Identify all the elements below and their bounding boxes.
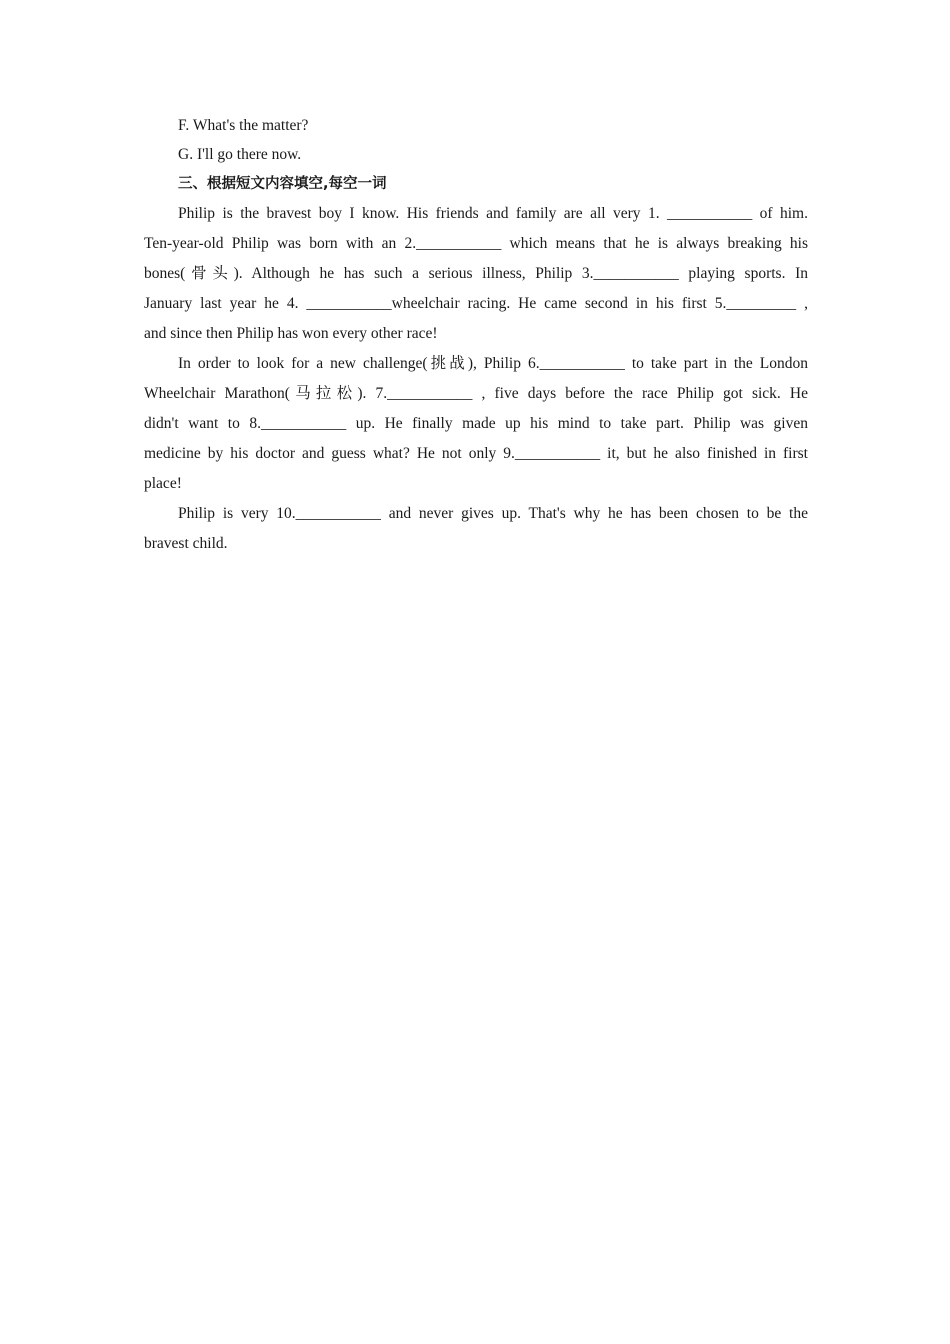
option-f-text: What's the matter? <box>192 117 309 134</box>
passage-line: and since then Philip has won every other race! <box>144 325 438 342</box>
passage-line: place! <box>144 475 182 492</box>
option-f-letter: F. <box>178 117 190 134</box>
passage-line: Wheelchair Marathon(马拉松). 7.___________ , five days before the race Philip got sick. He <box>144 385 808 402</box>
passage-line: January last year he 4. ___________wheelchair racing. He came second in his first 5._________ , <box>144 295 808 312</box>
passage-paragraph-3 <box>144 499 808 559</box>
document-content <box>144 111 808 559</box>
option-f <box>144 111 808 140</box>
passage-line: bravest child. <box>144 535 228 552</box>
passage-paragraph-1 <box>144 199 808 349</box>
option-g-letter: G. <box>178 146 194 163</box>
option-g-text: I'll go there now. <box>196 146 302 163</box>
passage-line: Philip is very 10.___________ and never gives up. That's why he has been chosen to be the <box>178 505 808 522</box>
passage-line: Ten-year-old Philip was born with an 2.___________ which means that he is always breaking his <box>144 235 808 252</box>
passage-line: bones(骨头). Although he has such a serious illness, Philip 3.___________ playing sports. In <box>144 265 808 282</box>
passage-paragraph-2 <box>144 349 808 499</box>
section-heading: 三、根据短文内容填空,每空一词 <box>178 176 387 192</box>
passage-line: In order to look for a new challenge(挑战), Philip 6.___________ to take part in the London <box>178 355 808 372</box>
passage-line: Philip is the bravest boy I know. His friends and family are all very 1. ___________ of him. <box>178 205 808 222</box>
passage-line: didn't want to 8.___________ up. He finally made up his mind to take part. Philip was given <box>144 415 808 432</box>
option-g <box>144 140 808 169</box>
passage-line: medicine by his doctor and guess what? He not only 9.___________ it, but he also finished in first <box>144 445 808 462</box>
